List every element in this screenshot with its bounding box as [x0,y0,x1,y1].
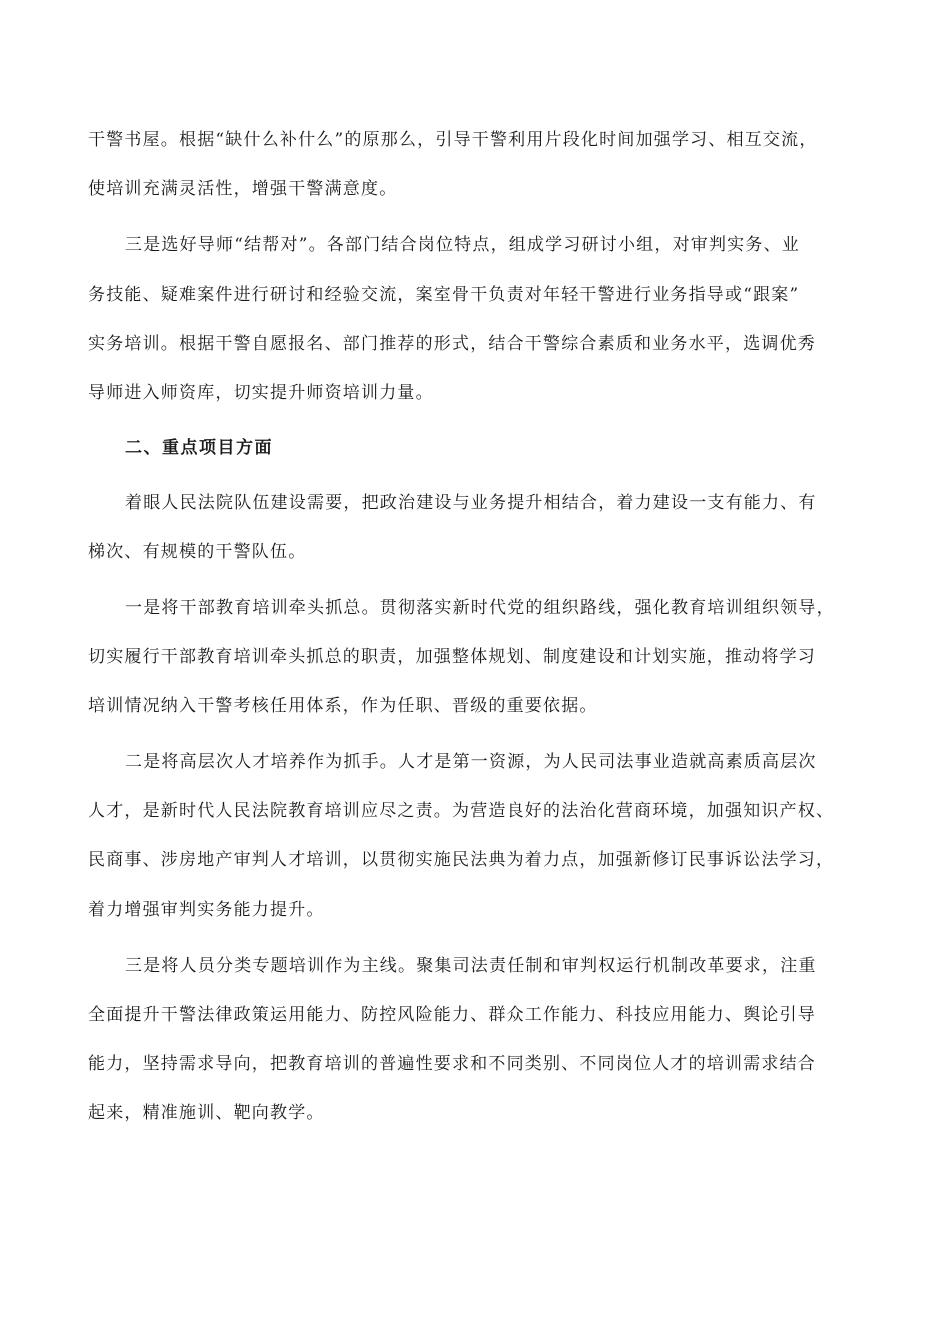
paragraph-line: 导师进入师资库，切实提升师资培训力量。 [88,383,434,403]
paragraph-line: 切实履行干部教育培训牵头抓总的职责，加强整体规划、制度建设和计划实施，推动将学习 [88,647,816,667]
paragraph-line: 三是将人员分类专题培训作为主线。聚集司法责任制和审判权运行机制改革要求，注重 [125,956,817,976]
paragraph-line: 着眼人民法院队伍建设需要，把政治建设与业务提升相结合，着力建设一支有能力、有 [125,493,817,513]
section-heading: 二、重点项目方面 [125,438,273,458]
paragraph-line: 能力，坚持需求导向，把教育培训的普遍性要求和不同类别、不同岗位人才的培训需求结合 [88,1054,816,1074]
paragraph-line: 一是将干部教育培训牵头抓总。贯彻落实新时代党的组织路线，强化教育培训组织领导， [125,598,835,618]
paragraph-line: 二是将高层次人才培养作为抓手。人才是第一资源，为人民司法事业造就高素质高层次 [125,752,817,772]
paragraph-line: 梯次、有规模的干警队伍。 [88,542,307,562]
paragraph-line: 使培训充满灵活性，增强干警满意度。 [88,179,398,199]
paragraph-line: 着力增强审判实务能力提升。 [88,900,325,920]
paragraph-line: 实务培训。根据干警自愿报名、部门推荐的形式，结合干警综合素质和业务水平，选调优秀 [88,334,816,354]
paragraph-line: 务技能、疑难案件进行研讨和经验交流，案室骨干负责对年轻干警进行业务指导或“跟案” [88,285,800,305]
paragraph-line: 干警书屋。根据“缺什么补什么”的原那么，引导干警利用片段化时间加强学习、相互交流， [88,130,818,150]
paragraph-line: 人才，是新时代人民法院教育培训应尽之责。为营造良好的法治化营商环境，加强知识产权、 [88,801,835,821]
paragraph-line: 培训情况纳入干警考核任用体系，作为任职、晋级的重要依据。 [88,696,598,716]
paragraph-line: 全面提升干警法律政策运用能力、防控风险能力、群众工作能力、科技应用能力、舆论引导 [88,1005,816,1025]
paragraph-line: 三是选好导师“结帮对”。各部门结合岗位特点，组成学习研讨小组，对审判实务、业 [125,235,800,255]
paragraph-line: 起来，精准施训、靶向教学。 [88,1103,325,1123]
paragraph-line: 民商事、涉房地产审判人才培训，以贯彻实施民法典为着力点，加强新修订民事诉讼法学习， [88,850,835,870]
